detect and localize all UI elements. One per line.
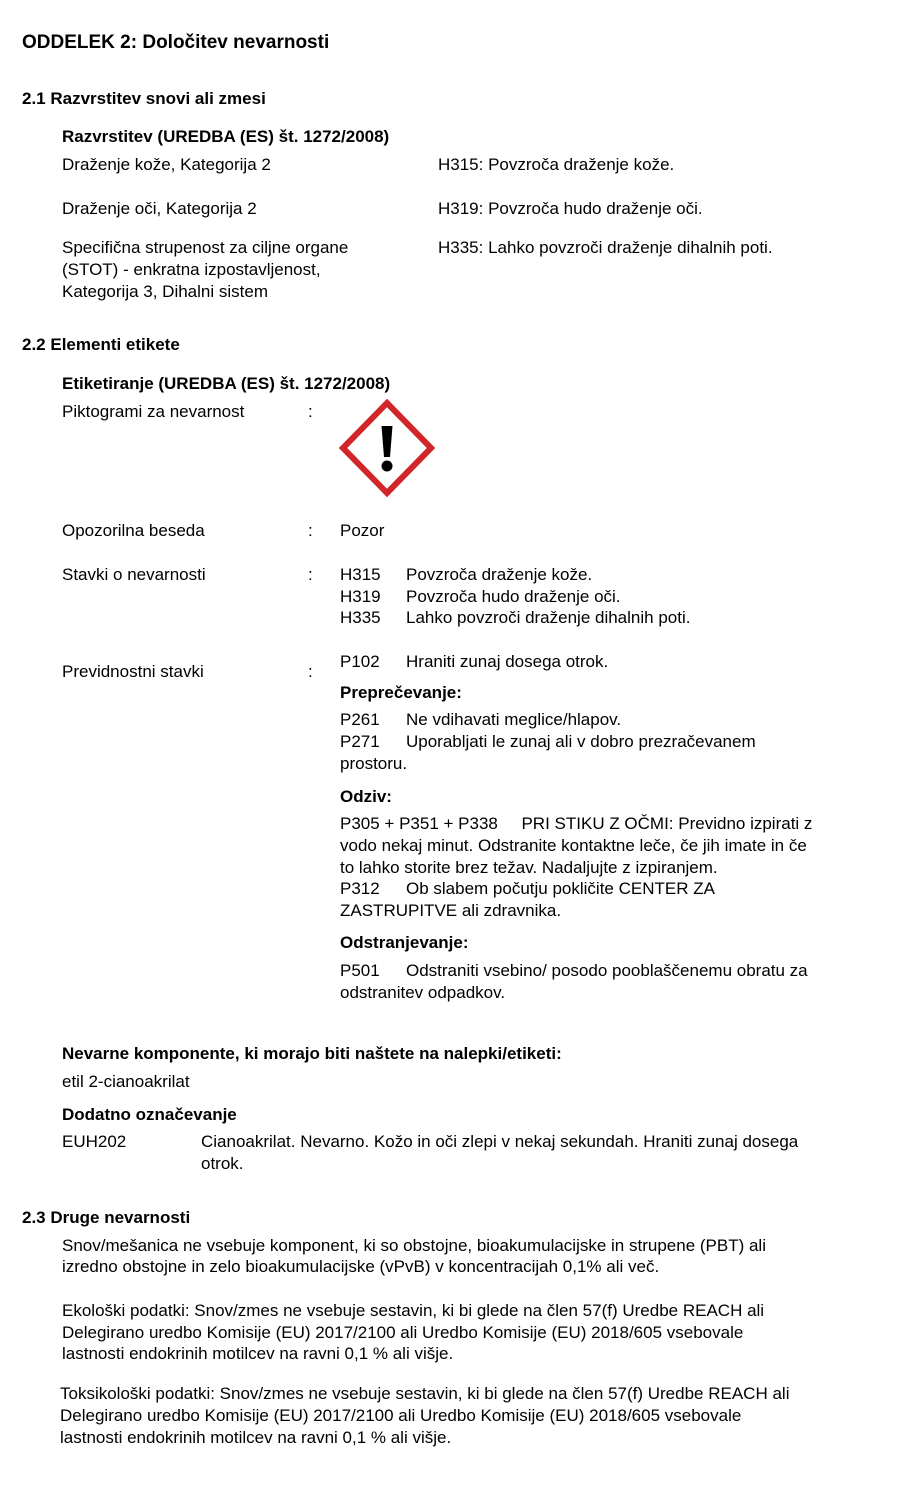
pictogram-label: Piktogrami za nevarnost [62, 402, 245, 421]
hazard-text: Lahko povzroči draženje dihalnih poti. [406, 608, 691, 627]
classification-statement: H315: Povzroča draženje kože. [438, 155, 675, 174]
classification-statement: H335: Lahko povzroči draženje dihalnih poti. [438, 238, 773, 257]
precaution-text: Ob slabem počutju pokličite CENTER ZA [406, 879, 715, 898]
classification-class: Draženje oči, Kategorija 2 [62, 199, 257, 218]
response-title: Odziv: [340, 787, 392, 806]
colon: : [308, 662, 313, 681]
hazard-statement [340, 607, 690, 628]
hazard-text: Povzroča hudo draženje oči. [406, 587, 621, 606]
toxicological-text: Delegirano uredbo Komisije (EU) 2017/2100 ali Uredbo Komisije (EU) 2018/605 vsebovale [60, 1406, 742, 1425]
hazard-code: H319 [340, 587, 381, 606]
hazard-statement [340, 564, 592, 585]
section-title: ODDELEK 2: Določitev nevarnosti [22, 32, 330, 53]
precaution-text: P305 + P351 + P338 PRI STIKU Z OČMI: Previdno izpirati z [340, 814, 813, 833]
hazard-code: H335 [340, 608, 381, 627]
euh-code: EUH202 [62, 1132, 127, 1151]
classification-statement: H319: Povzroča hudo draženje oči. [438, 199, 703, 218]
colon: : [308, 402, 313, 421]
section-2-2-heading: 2.2 Elementi etikete [22, 335, 180, 354]
euh-text: otrok. [201, 1154, 244, 1173]
signal-word-label: Opozorilna beseda [62, 521, 205, 540]
precaution-code: P312 [340, 879, 380, 898]
hazard-statements-label: Stavki o nevarnosti [62, 565, 206, 584]
pbt-text: izredno obstojne in zelo bioakumulacijske (vPvB) v koncentracijah 0,1% ali več. [62, 1257, 660, 1276]
precaution-text: Hraniti zunaj dosega otrok. [406, 652, 609, 671]
disposal-title: Odstranjevanje: [340, 933, 469, 952]
precaution-text: odstranitev odpadkov. [340, 983, 506, 1002]
hazard-text: Povzroča draženje kože. [406, 565, 593, 584]
classification-class: (STOT) - enkratna izpostavljenost, [62, 260, 321, 279]
ecological-text: lastnosti endokrinih motilcev na ravni 0,1 % ali višje. [62, 1344, 454, 1363]
section-2-3-heading: 2.3 Druge nevarnosti [22, 1208, 191, 1227]
classification-class: Kategorija 3, Dihalni sistem [62, 282, 268, 301]
precaution-text: Uporabljati le zunaj ali v dobro prezračevanem [406, 732, 756, 751]
precaution-text: Odstraniti vsebino/ posodo pooblaščenemu obratu za [406, 961, 808, 980]
classification-subheading: Razvrstitev (UREDBA (ES) št. 1272/2008) [62, 127, 390, 146]
euh-text: Cianoakrilat. Nevarno. Kožo in oči zlepi v nekaj sekundah. Hraniti zunaj dosega [201, 1132, 799, 1151]
precaution-code: P261 [340, 710, 380, 729]
colon: : [308, 521, 313, 540]
toxicological-text: Toksikološki podatki: Snov/zmes ne vsebuje sestavin, ki bi glede na člen 57(f) Uredbe REACH ali [60, 1384, 790, 1403]
classification-class: Draženje kože, Kategorija 2 [62, 155, 271, 174]
precaution-statement [340, 960, 808, 981]
precaution-text: Ne vdihavati meglice/hlapov. [406, 710, 622, 729]
precautionary-statements-label: Previdnostni stavki [62, 662, 204, 681]
precaution-code: P501 [340, 961, 380, 980]
additional-labelling-title: Dodatno označevanje [62, 1105, 237, 1124]
prevention-title: Preprečevanje: [340, 683, 462, 702]
precaution-code: P271 [340, 732, 380, 751]
precaution-statement [340, 878, 715, 899]
precaution-code: P102 [340, 652, 380, 671]
precaution-text: vodo nekaj minut. Odstranite kontaktne leče, če jih imate in če [340, 836, 807, 855]
precaution-text: to lahko storite brez težav. Nadaljujte z izpiranjem. [340, 858, 718, 877]
hazard-code: H315 [340, 565, 381, 584]
precaution-statement [340, 731, 756, 752]
pbt-text: Snov/mešanica ne vsebuje komponent, ki so obstojne, bioakumulacijske in strupene (PBT) ali [62, 1236, 766, 1255]
hazard-statement [340, 586, 621, 607]
precaution-statement [340, 709, 621, 730]
precaution-statement [340, 651, 608, 672]
precaution-text: prostoru. [340, 754, 408, 773]
ecological-text: Delegirano uredbo Komisije (EU) 2017/2100 ali Uredbo Komisije (EU) 2018/605 vsebovale [62, 1323, 744, 1342]
signal-word-value: Pozor [340, 521, 385, 540]
hazardous-components-value: etil 2-cianoakrilat [62, 1072, 190, 1091]
classification-class: Specifična strupenost za ciljne organe [62, 238, 349, 257]
ecological-text: Ekološki podatki: Snov/zmes ne vsebuje sestavin, ki bi glede na člen 57(f) Uredbe REACH ali [62, 1301, 765, 1320]
precaution-text: ZASTRUPITVE ali zdravnika. [340, 901, 562, 920]
section-2-1-heading: 2.1 Razvrstitev snovi ali zmesi [22, 89, 266, 108]
toxicological-text: lastnosti endokrinih motilcev na ravni 0,1 % ali višje. [60, 1428, 452, 1447]
ghs07-exclamation-icon [339, 399, 435, 497]
hazardous-components-title: Nevarne komponente, ki morajo biti naštete na nalepki/etiketi: [62, 1044, 562, 1063]
labelling-subheading: Etiketiranje (UREDBA (ES) št. 1272/2008) [62, 374, 391, 393]
colon: : [308, 565, 313, 584]
